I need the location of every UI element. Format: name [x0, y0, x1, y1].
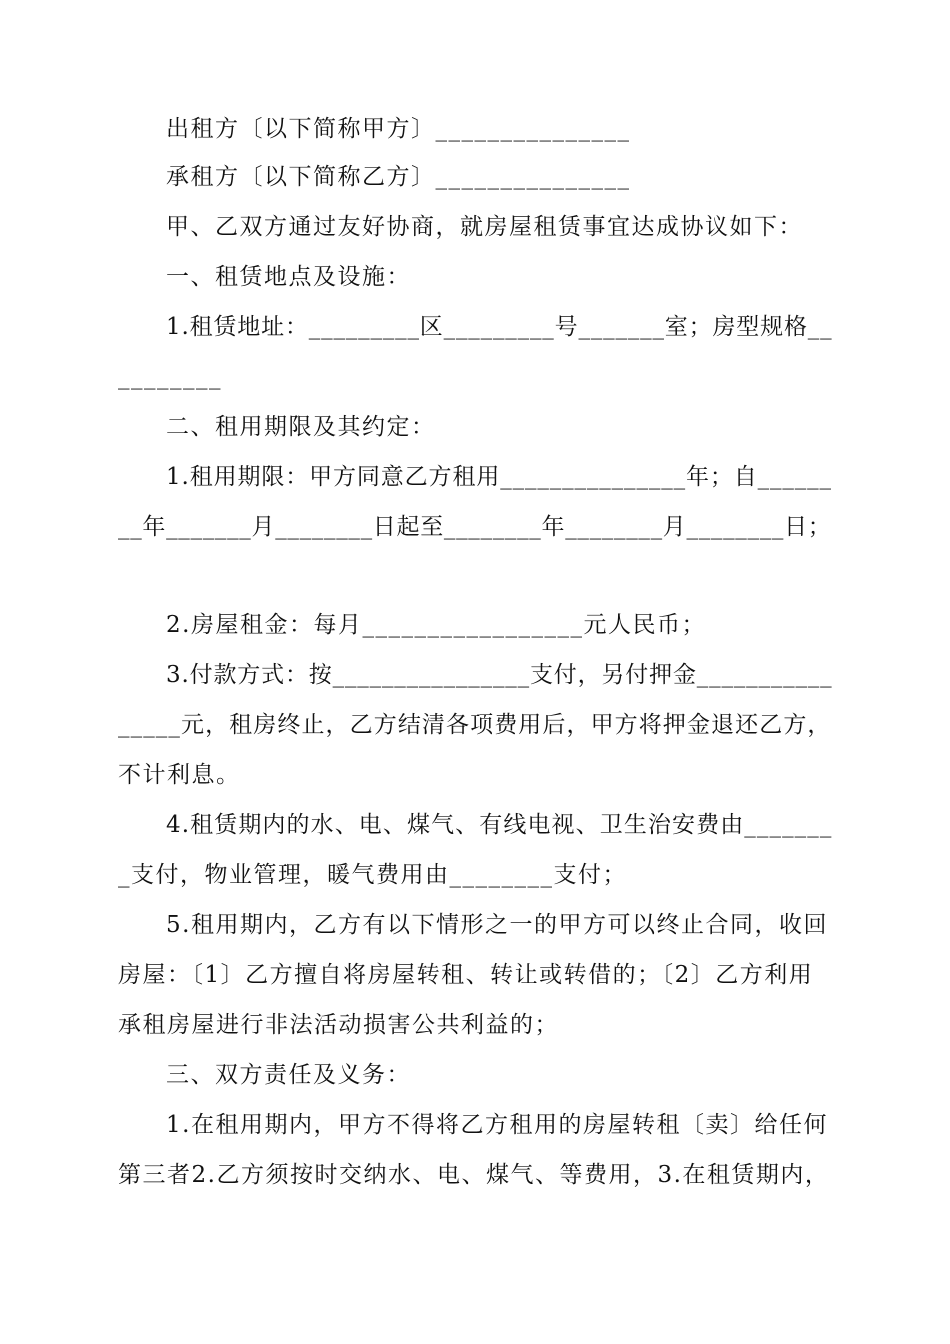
- section-heading-2: 二、租用期限及其约定：: [166, 414, 436, 440]
- clause-2-2: 2.房屋租金：每月_________________元人民币；: [166, 612, 706, 638]
- clause-2-5-line-3: 承租房屋进行非法活动损害公共利益的；: [118, 1012, 559, 1038]
- clause-3-line-2: 第三者2.乙方须按时交纳水、电、煤气、等费用，3.在租赁期内，: [118, 1162, 830, 1188]
- party-b-line: 承租方〔以下简称乙方〕_______________: [166, 164, 631, 190]
- clause-2-4-line-1: 4.租赁期内的水、电、煤气、有线电视、卫生治安费由_______: [166, 812, 833, 838]
- clause-2-1-line-2: __年_______月________日起至________年________月________日；: [118, 514, 832, 540]
- intro-paragraph: 甲、乙双方通过友好协商，就房屋租赁事宜达成协议如下：: [166, 214, 803, 240]
- clause-2-5-line-1: 5.租用期内，乙方有以下情形之一的甲方可以终止合同，收回: [166, 912, 828, 938]
- clause-1-1-line-1: 1.租赁地址：_________区_________号_______室；房型规格__: [166, 314, 833, 340]
- party-a-line: 出租方〔以下简称甲方〕_______________: [166, 116, 631, 142]
- section-heading-3: 三、双方责任及义务：: [166, 1062, 411, 1088]
- clause-2-3-line-2: _____元，租房终止，乙方结清各项费用后，甲方将押金退还乙方，: [118, 712, 832, 738]
- section-heading-1: 一、租赁地点及设施：: [166, 264, 411, 290]
- clause-3-line-1: 1.在租用期内，甲方不得将乙方租用的房屋转租〔卖〕给任何: [166, 1112, 828, 1138]
- clause-2-4-line-2: _支付，物业管理，暖气费用由________支付；: [118, 862, 627, 888]
- clause-2-5-line-2: 房屋：〔1〕乙方擅自将房屋转租、转让或转借的；〔2〕乙方利用: [118, 962, 814, 988]
- clause-2-3-line-1: 3.付款方式：按________________支付，另付押金___________: [166, 662, 833, 688]
- clause-2-3-line-3: 不计利息。: [118, 762, 241, 788]
- clause-1-1-line-2: ________: [118, 364, 222, 390]
- clause-2-1-line-1: 1.租用期限：甲方同意乙方租用_______________年；自______: [166, 464, 832, 490]
